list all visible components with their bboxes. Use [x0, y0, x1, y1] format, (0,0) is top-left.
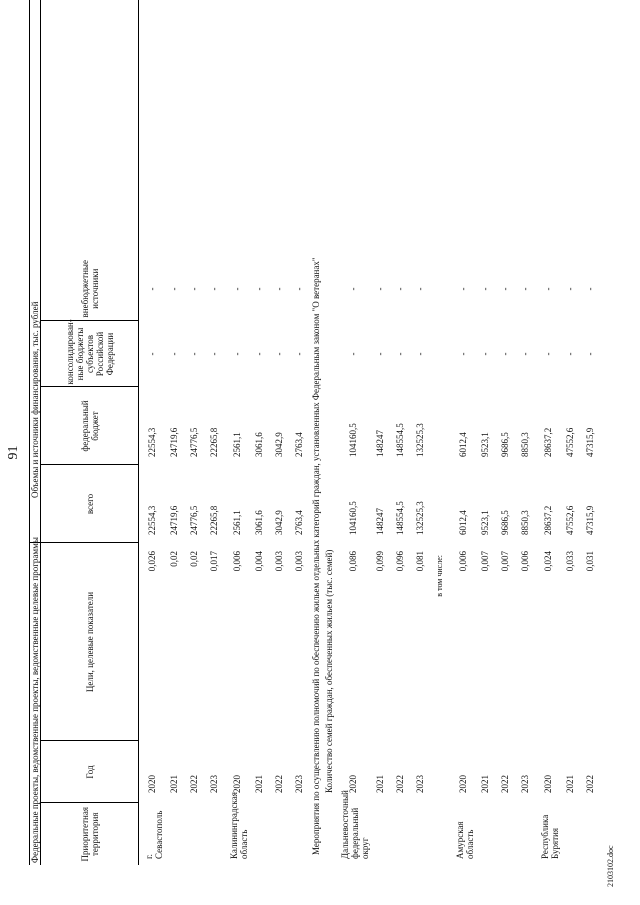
year-cell: 2022 [189, 775, 199, 793]
table-row [335, 0, 370, 865]
table-row [535, 0, 560, 865]
regional-cell: - [347, 352, 358, 356]
header-regional: консолидирован-ные бюджеты субъектов Российской Федерации [41, 321, 139, 387]
table-row [204, 0, 224, 865]
indicator-cell: 0,033 [565, 551, 575, 572]
total-cell: 3042,9 [274, 510, 284, 535]
indicator-cell: 0,006 [457, 551, 468, 572]
indicator-cell: 0,003 [274, 551, 284, 572]
total-cell: 2561,1 [231, 510, 242, 535]
territory-cell [164, 803, 184, 865]
regional-cell: - [231, 352, 242, 356]
year-cell: 2022 [585, 775, 595, 793]
territory-cell [249, 803, 269, 865]
federal-cell: 3061,6 [254, 432, 264, 457]
federal-cell: 2561,1 [231, 432, 242, 457]
table-row [450, 0, 475, 865]
total-cell: 9686,5 [500, 510, 510, 535]
federal-cell: 47315,9 [585, 427, 595, 457]
regional-cell: - [146, 352, 157, 356]
territory-cell: Калининградская область [229, 792, 249, 859]
regional-cell: - [189, 352, 199, 356]
funding-table [29, 0, 600, 865]
territory-cell: Дальневосточный федеральный округ [340, 790, 370, 859]
territory-cell: г. Севастополь [144, 810, 164, 859]
regional-cell: - [375, 352, 385, 356]
total-cell: 148247 [375, 508, 385, 535]
federal-cell: 2763,4 [294, 432, 304, 457]
table-row [495, 0, 515, 865]
total-cell: 28637,2 [542, 505, 553, 535]
federal-cell: 8850,3 [520, 432, 530, 457]
including-label: в том числе: [435, 555, 444, 597]
indicator-cell: 0,007 [480, 551, 490, 572]
extra-cell: - [254, 287, 264, 291]
regional-cell: - [585, 352, 595, 356]
indicator-cell: 0,086 [347, 551, 358, 572]
year-cell: 2022 [274, 775, 284, 793]
total-cell: 9523,1 [480, 510, 490, 535]
table-row [289, 0, 309, 865]
total-cell: 148554,5 [395, 501, 405, 535]
federal-cell: 6012,4 [457, 432, 468, 457]
territory-cell [475, 803, 495, 865]
header-group-projects: Федеральные проекты, ведомственные проекты, ведомственные целевые программы [30, 537, 40, 863]
table-body-section [309, 0, 335, 865]
federal-cell: 47552,6 [565, 427, 575, 457]
year-cell: 2021 [375, 775, 385, 793]
header-year: Год [41, 741, 139, 803]
header-federal: федеральный бюджет [41, 387, 139, 465]
federal-cell: 9686,5 [500, 432, 510, 457]
total-cell: 47315,9 [585, 505, 595, 535]
total-cell: 3061,6 [254, 510, 264, 535]
year-cell: 2021 [565, 775, 575, 793]
table-row [475, 0, 495, 865]
federal-cell: 22554,3 [146, 427, 157, 457]
regional-cell: - [520, 352, 530, 356]
table-body-regions [139, 0, 310, 865]
table-row [249, 0, 269, 865]
extra-cell: - [169, 287, 179, 291]
extra-cell: - [457, 287, 468, 291]
table-body-including [430, 0, 450, 865]
table-row [560, 0, 580, 865]
territory-cell [184, 803, 204, 865]
territory-cell [515, 803, 535, 865]
header-extra: внебюджетные источники [41, 257, 139, 321]
federal-cell: 24719,6 [169, 427, 179, 457]
federal-cell: 9523,1 [480, 432, 490, 457]
total-cell: 22265,8 [209, 505, 219, 535]
total-cell: 47552,6 [565, 505, 575, 535]
table-row [139, 0, 165, 865]
extra-cell: - [294, 287, 304, 291]
federal-cell: 148247 [375, 430, 385, 457]
total-cell: 6012,4 [457, 510, 468, 535]
federal-cell: 132525,3 [415, 423, 425, 457]
year-cell: 2020 [542, 775, 553, 793]
indicator-cell: 0,006 [231, 551, 242, 572]
table-row [370, 0, 390, 865]
table-row [164, 0, 184, 865]
extra-cell: - [209, 287, 219, 291]
extra-cell: - [500, 287, 510, 291]
year-cell: 2023 [520, 775, 530, 793]
year-cell: 2023 [415, 775, 425, 793]
federal-cell: 28637,2 [542, 427, 553, 457]
regional-cell: - [480, 352, 490, 356]
regional-cell: - [565, 352, 575, 356]
extra-cell: - [565, 287, 575, 291]
total-cell: 104160,5 [347, 501, 358, 535]
extra-cell: - [274, 287, 284, 291]
year-cell: 2023 [209, 775, 219, 793]
extra-cell: - [480, 287, 490, 291]
page-number: 91 [6, 445, 21, 460]
regional-cell: - [415, 352, 425, 356]
year-cell: 2020 [457, 775, 468, 793]
extra-cell: - [542, 287, 553, 291]
indicator-cell: 0,031 [585, 551, 595, 572]
table-row [184, 0, 204, 865]
regional-cell: - [294, 352, 304, 356]
year-cell: 2020 [347, 775, 358, 793]
header-territory: Приоритетная территория [41, 803, 139, 865]
regional-cell: - [209, 352, 219, 356]
total-cell: 8850,3 [520, 510, 530, 535]
territory-cell [370, 803, 390, 865]
territory-cell [495, 803, 515, 865]
extra-cell: - [395, 287, 405, 291]
federal-cell: 148554,5 [395, 423, 405, 457]
total-cell: 132525,3 [415, 501, 425, 535]
doc-id: 2103102.doc [606, 845, 615, 887]
federal-cell: 3042,9 [274, 432, 284, 457]
section-title: Мероприятия по осуществлению полномочий по обеспечению жильем отдельных категорий граждан, установленных Федеральным законом "О ветеранах" [310, 257, 321, 855]
extra-cell: - [146, 287, 157, 291]
indicator-cell: 0,026 [146, 551, 157, 572]
regional-cell: - [542, 352, 553, 356]
territory-cell: Амурская область [455, 821, 475, 859]
territory-cell [204, 803, 224, 865]
indicator-cell: 0,007 [500, 551, 510, 572]
header-goals: Цели, целевые показатели [41, 543, 139, 741]
indicator-cell: 0,006 [520, 551, 530, 572]
table-row [224, 0, 249, 865]
extra-cell: - [231, 287, 242, 291]
total-cell: 22554,3 [146, 505, 157, 535]
indicator-cell: 0,017 [209, 551, 219, 572]
year-cell: 2021 [480, 775, 490, 793]
territory-cell [269, 803, 289, 865]
extra-cell: - [520, 287, 530, 291]
regional-cell: - [395, 352, 405, 356]
indicator-cell: 0,081 [415, 551, 425, 572]
federal-cell: 104160,5 [347, 423, 358, 457]
year-cell: 2021 [254, 775, 264, 793]
regional-cell: - [254, 352, 264, 356]
indicator-cell: 0,02 [169, 551, 179, 567]
table-row [269, 0, 289, 865]
year-cell: 2021 [169, 775, 179, 793]
indicator-cell: 0,096 [395, 551, 405, 572]
territory-cell [580, 803, 600, 865]
year-cell: 2020 [231, 775, 242, 793]
regional-cell: - [500, 352, 510, 356]
extra-cell: - [347, 287, 358, 291]
indicator-cell: 0,099 [375, 551, 385, 572]
territory-cell [390, 803, 410, 865]
indicator-cell: 0,024 [542, 551, 553, 572]
territory-cell [410, 803, 430, 865]
regional-cell: - [457, 352, 468, 356]
table-body-district [335, 0, 430, 865]
table-row [515, 0, 535, 865]
table-body-subjects [450, 0, 600, 865]
total-cell: 24719,6 [169, 505, 179, 535]
regional-cell: - [274, 352, 284, 356]
indicator-cell: 0,02 [189, 551, 199, 567]
indicator-cell: 0,003 [294, 551, 304, 572]
regional-cell: - [169, 352, 179, 356]
table-row [580, 0, 600, 865]
extra-cell: - [585, 287, 595, 291]
territory-cell [560, 803, 580, 865]
territory-cell [289, 803, 309, 865]
year-cell: 2020 [146, 775, 157, 793]
year-cell: 2022 [395, 775, 405, 793]
header-group-funding: Объемы и источники финансирования, тыс. рублей [30, 257, 41, 543]
table-row [410, 0, 430, 865]
extra-cell: - [415, 287, 425, 291]
section-indicator: Количество семей граждан, обеспеченных жильем (тыс. семей) [323, 549, 334, 793]
federal-cell: 22265,8 [209, 427, 219, 457]
table-row [390, 0, 410, 865]
territory-cell: Республика Бурятия [540, 814, 560, 859]
year-cell: 2023 [294, 775, 304, 793]
total-cell: 2763,4 [294, 510, 304, 535]
extra-cell: - [375, 287, 385, 291]
indicator-cell: 0,004 [254, 551, 264, 572]
federal-cell: 24776,5 [189, 427, 199, 457]
header-total: всего [41, 465, 139, 543]
year-cell: 2022 [500, 775, 510, 793]
total-cell: 24776,5 [189, 505, 199, 535]
extra-cell: - [189, 287, 199, 291]
